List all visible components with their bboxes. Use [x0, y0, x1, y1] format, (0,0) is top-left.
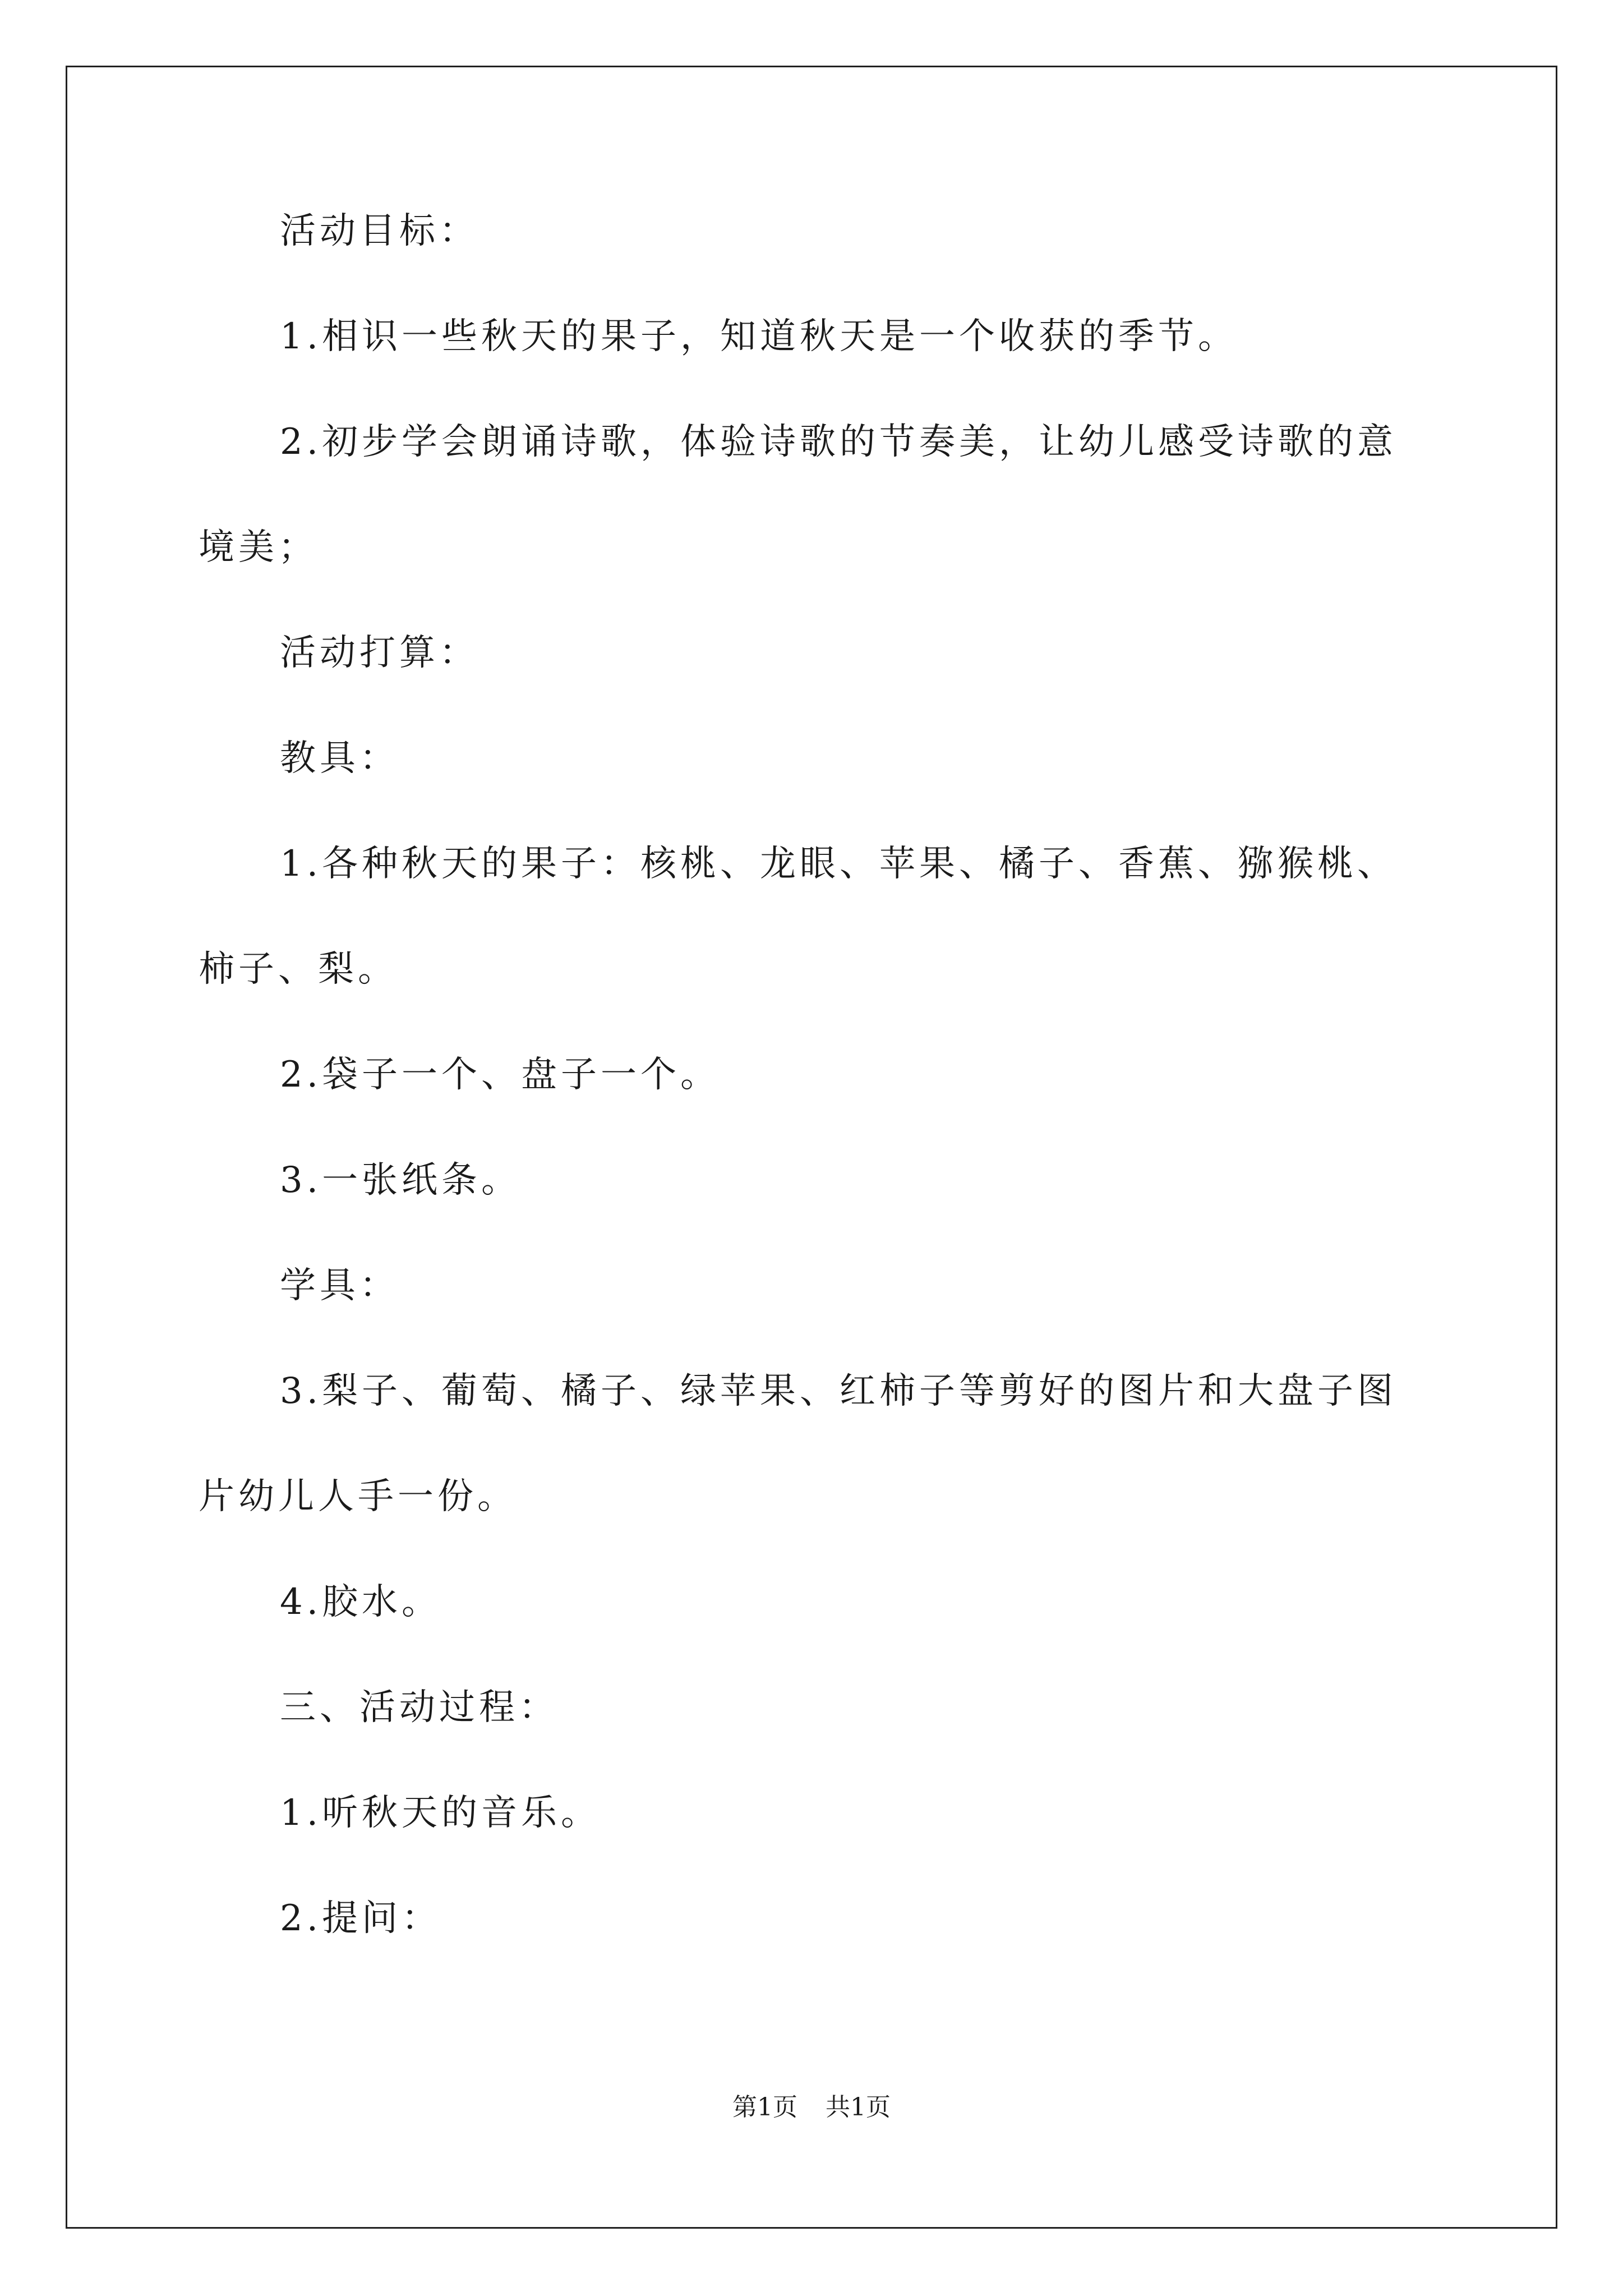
subheading-teaching-aids: 教具： — [280, 738, 399, 779]
paragraph-line: 4.胶水。 — [280, 1581, 442, 1623]
paragraph-line: 2.初步学会朗诵诗歌，体验诗歌的节奏美，让幼儿感受诗歌的意 — [280, 421, 1398, 463]
paragraph-line: 柿子、梨。 — [199, 949, 398, 990]
paragraph-line: 3.梨子、葡萄、橘子、绿苹果、红柿子等剪好的图片和大盘子图 — [280, 1370, 1398, 1412]
paragraph-line: 1.相识一些秋天的果子，知道秋天是一个收获的季节。 — [280, 316, 1238, 357]
section-heading-goals: 活动目标： — [280, 210, 479, 252]
paragraph-line: 片幼儿人手一份。 — [199, 1476, 517, 1517]
paragraph-line: 境美； — [199, 527, 318, 568]
paragraph-line: 3.一张纸条。 — [280, 1159, 522, 1201]
page-number-current: 第1页 — [732, 2093, 797, 2122]
section-heading-preparation: 活动打算： — [280, 632, 479, 674]
section-heading-process: 三、活动过程： — [280, 1687, 559, 1728]
paragraph-line: 2.提问： — [280, 1898, 442, 1939]
paragraph-line: 1.听秋天的音乐。 — [280, 1792, 601, 1834]
page-footer — [0, 2087, 1623, 2123]
page-number-total: 共1页 — [826, 2093, 891, 2122]
subheading-learning-aids: 学具： — [280, 1265, 399, 1306]
paragraph-line: 2.袋子一个、盘子一个。 — [280, 1054, 721, 1096]
paragraph-line: 1.各种秋天的果子：核桃、龙眼、苹果、橘子、香蕉、猕猴桃、 — [280, 843, 1398, 885]
